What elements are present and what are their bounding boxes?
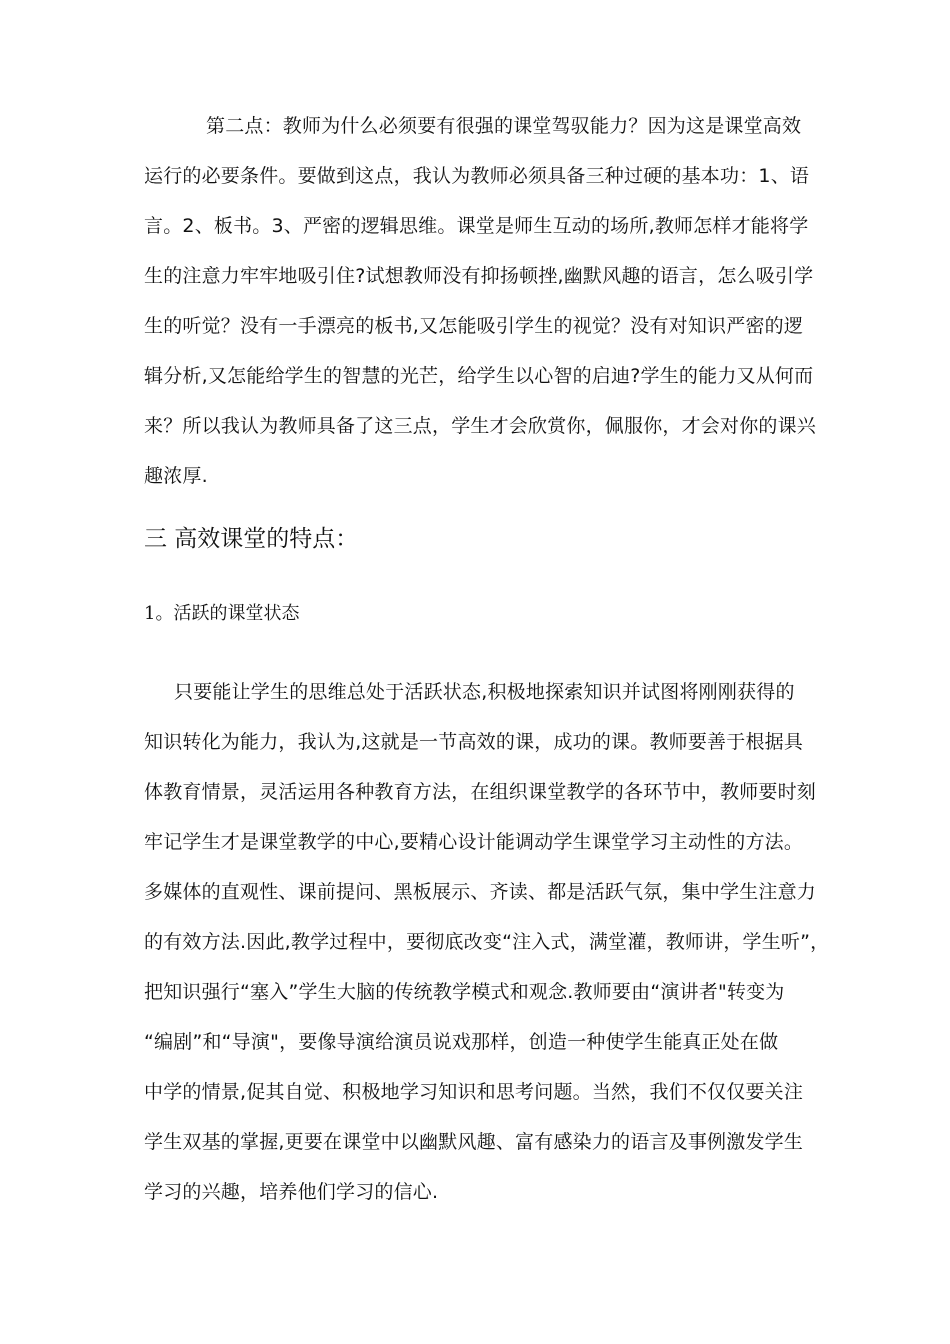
paragraph2-line: 的有效方法.因此,教学过程中，要彻底改变“注入式，满堂灌，教师讲，学生听”， xyxy=(144,931,830,953)
paragraph2-line: 学生双基的掌握,更要在课堂中以幽默风趣、富有感染力的语言及事例激发学生 xyxy=(144,1131,804,1153)
paragraph1-line: 言。2、板书。3、严密的逻辑思维。课堂是师生互动的场所,教师怎样才能将学 xyxy=(144,215,809,237)
paragraph1-line: 生的听觉？没有一手漂亮的板书,又怎能吸引学生的视觉？没有对知识严密的逻 xyxy=(144,315,804,337)
paragraph2-line: 牢记学生才是课堂教学的中心,要精心设计能调动学生课堂学习主动性的方法。 xyxy=(144,831,804,853)
paragraph1-line: 运行的必要条件。要做到这点，我认为教师必须具备三种过硬的基本功：1、语 xyxy=(144,165,810,187)
paragraph2-line: “编剧”和“导演"，要像导演给演员说戏那样，创造一种使学生能真正处在做 xyxy=(144,1031,779,1053)
paragraph1-line: 辑分析,又怎能给学生的智慧的光芒，给学生以心智的启迪?学生的能力又从何而 xyxy=(144,365,814,387)
subsection-heading: 1。活跃的课堂状态 xyxy=(144,603,300,624)
paragraph1-line: 来？所以我认为教师具备了这三点，学生才会欣赏你，佩服你，才会对你的课兴 xyxy=(144,415,817,437)
paragraph1-line: 趣浓厚. xyxy=(144,465,208,487)
paragraph2-line: 把知识强行“塞入”学生大脑的传统教学模式和观念.教师要由“演讲者"转变为 xyxy=(144,981,785,1003)
paragraph2-line: 多媒体的直观性、课前提问、黑板展示、齐读、都是活跃气氛，集中学生注意力 xyxy=(144,881,817,903)
paragraph2-line: 体教育情景，灵活运用各种教育方法，在组织课堂教学的各环节中，教师要时刻 xyxy=(144,781,817,803)
paragraph2-line: 知识转化为能力，我认为,这就是一节高效的课，成功的课。教师要善于根据具 xyxy=(144,731,804,753)
paragraph2-line: 学习的兴趣，培养他们学习的信心. xyxy=(144,1181,439,1203)
paragraph1-line: 生的注意力牢牢地吸引住?试想教师没有抑扬顿挫,幽默风趣的语言，怎么吸引学 xyxy=(144,265,814,287)
paragraph1-line: 第二点：教师为什么必须要有很强的课堂驾驭能力？因为这是课堂高效 xyxy=(206,115,802,137)
paragraph2-line: 中学的情景,促其自觉、积极地学习知识和思考问题。当然，我们不仅仅要关注 xyxy=(144,1081,804,1103)
paragraph2-line: 只要能让学生的思维总处于活跃状态,积极地探索知识并试图将刚刚获得的 xyxy=(174,681,795,703)
section-heading: 三 高效课堂的特点： xyxy=(144,526,359,552)
